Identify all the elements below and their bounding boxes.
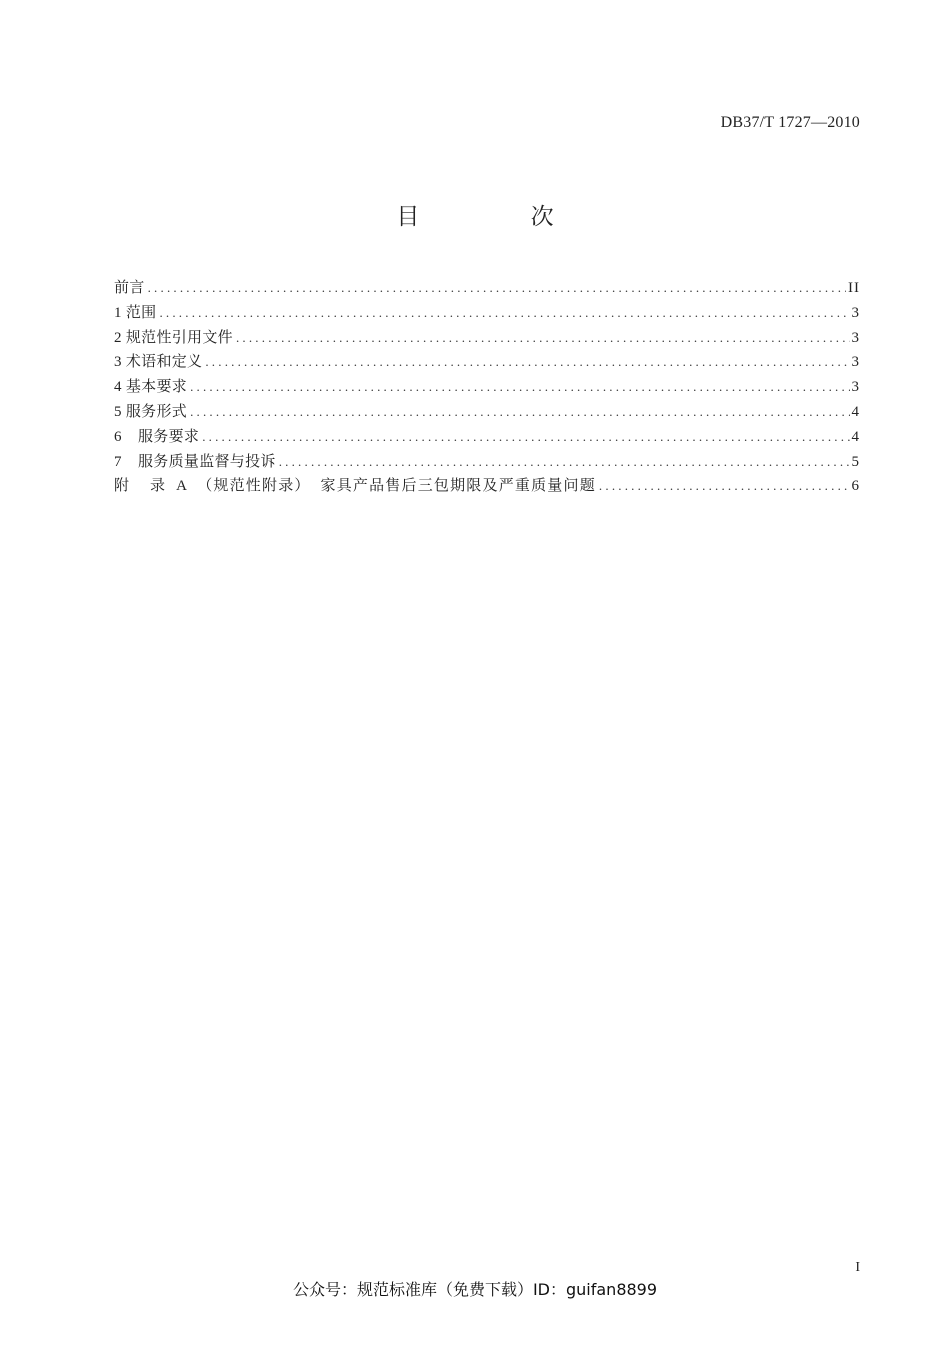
toc-entry-label: 2 规范性引用文件 xyxy=(114,329,233,346)
toc-entry-page: 4 xyxy=(851,403,860,420)
toc-entry-service-requirements[interactable] xyxy=(114,425,860,450)
standard-code: DB37/T 1727—2010 xyxy=(720,114,860,131)
page-number: I xyxy=(855,1260,860,1275)
toc-entry-label: 4 基本要求 xyxy=(114,379,188,396)
toc-title: 目 次 xyxy=(396,204,606,230)
toc-entry-page: 3 xyxy=(851,354,860,371)
toc-entry-page: 5 xyxy=(851,453,860,470)
toc-leader-dots xyxy=(599,478,850,494)
table-of-contents xyxy=(114,276,860,499)
toc-entry-label: 7 服务质量监督与投诉 xyxy=(114,453,276,470)
toc-leader-dots xyxy=(148,280,846,296)
toc-leader-dots xyxy=(190,404,849,420)
toc-leader-dots xyxy=(279,454,850,470)
toc-entry-foreword[interactable] xyxy=(114,276,860,301)
toc-entry-scope[interactable] xyxy=(114,301,860,326)
toc-entry-label: 附 录 A （规范性附录） 家具产品售后三包期限及严重质量问题 xyxy=(114,478,596,495)
toc-entry-page: 3 xyxy=(851,379,860,396)
toc-entry-page: 4 xyxy=(851,428,860,445)
toc-entry-basic-requirements[interactable] xyxy=(114,375,860,400)
toc-leader-dots xyxy=(202,429,849,445)
toc-entry-page: 3 xyxy=(851,304,860,321)
toc-entry-quality-supervision[interactable] xyxy=(114,450,860,475)
toc-entry-label: 1 范围 xyxy=(114,304,157,321)
toc-entry-label: 3 术语和定义 xyxy=(114,354,203,371)
toc-entry-terms-definitions[interactable] xyxy=(114,350,860,375)
toc-entry-page: II xyxy=(848,280,860,296)
toc-leader-dots xyxy=(190,379,849,395)
toc-entry-label: 6 服务要求 xyxy=(114,428,200,445)
toc-entry-label: 5 服务形式 xyxy=(114,403,188,420)
watermark-text: 公众号：规范标准库（免费下载）ID：guifan8899 xyxy=(292,1280,658,1299)
toc-entry-service-forms[interactable] xyxy=(114,400,860,425)
toc-entry-page: 3 xyxy=(851,329,860,346)
toc-leader-dots xyxy=(159,305,849,321)
toc-leader-dots xyxy=(236,330,850,346)
toc-entry-normative-references[interactable] xyxy=(114,326,860,351)
toc-leader-dots xyxy=(205,354,849,370)
toc-entry-label: 前言 xyxy=(114,280,145,296)
toc-entry-appendix-a[interactable] xyxy=(114,474,860,499)
toc-entry-page: 6 xyxy=(851,478,860,495)
